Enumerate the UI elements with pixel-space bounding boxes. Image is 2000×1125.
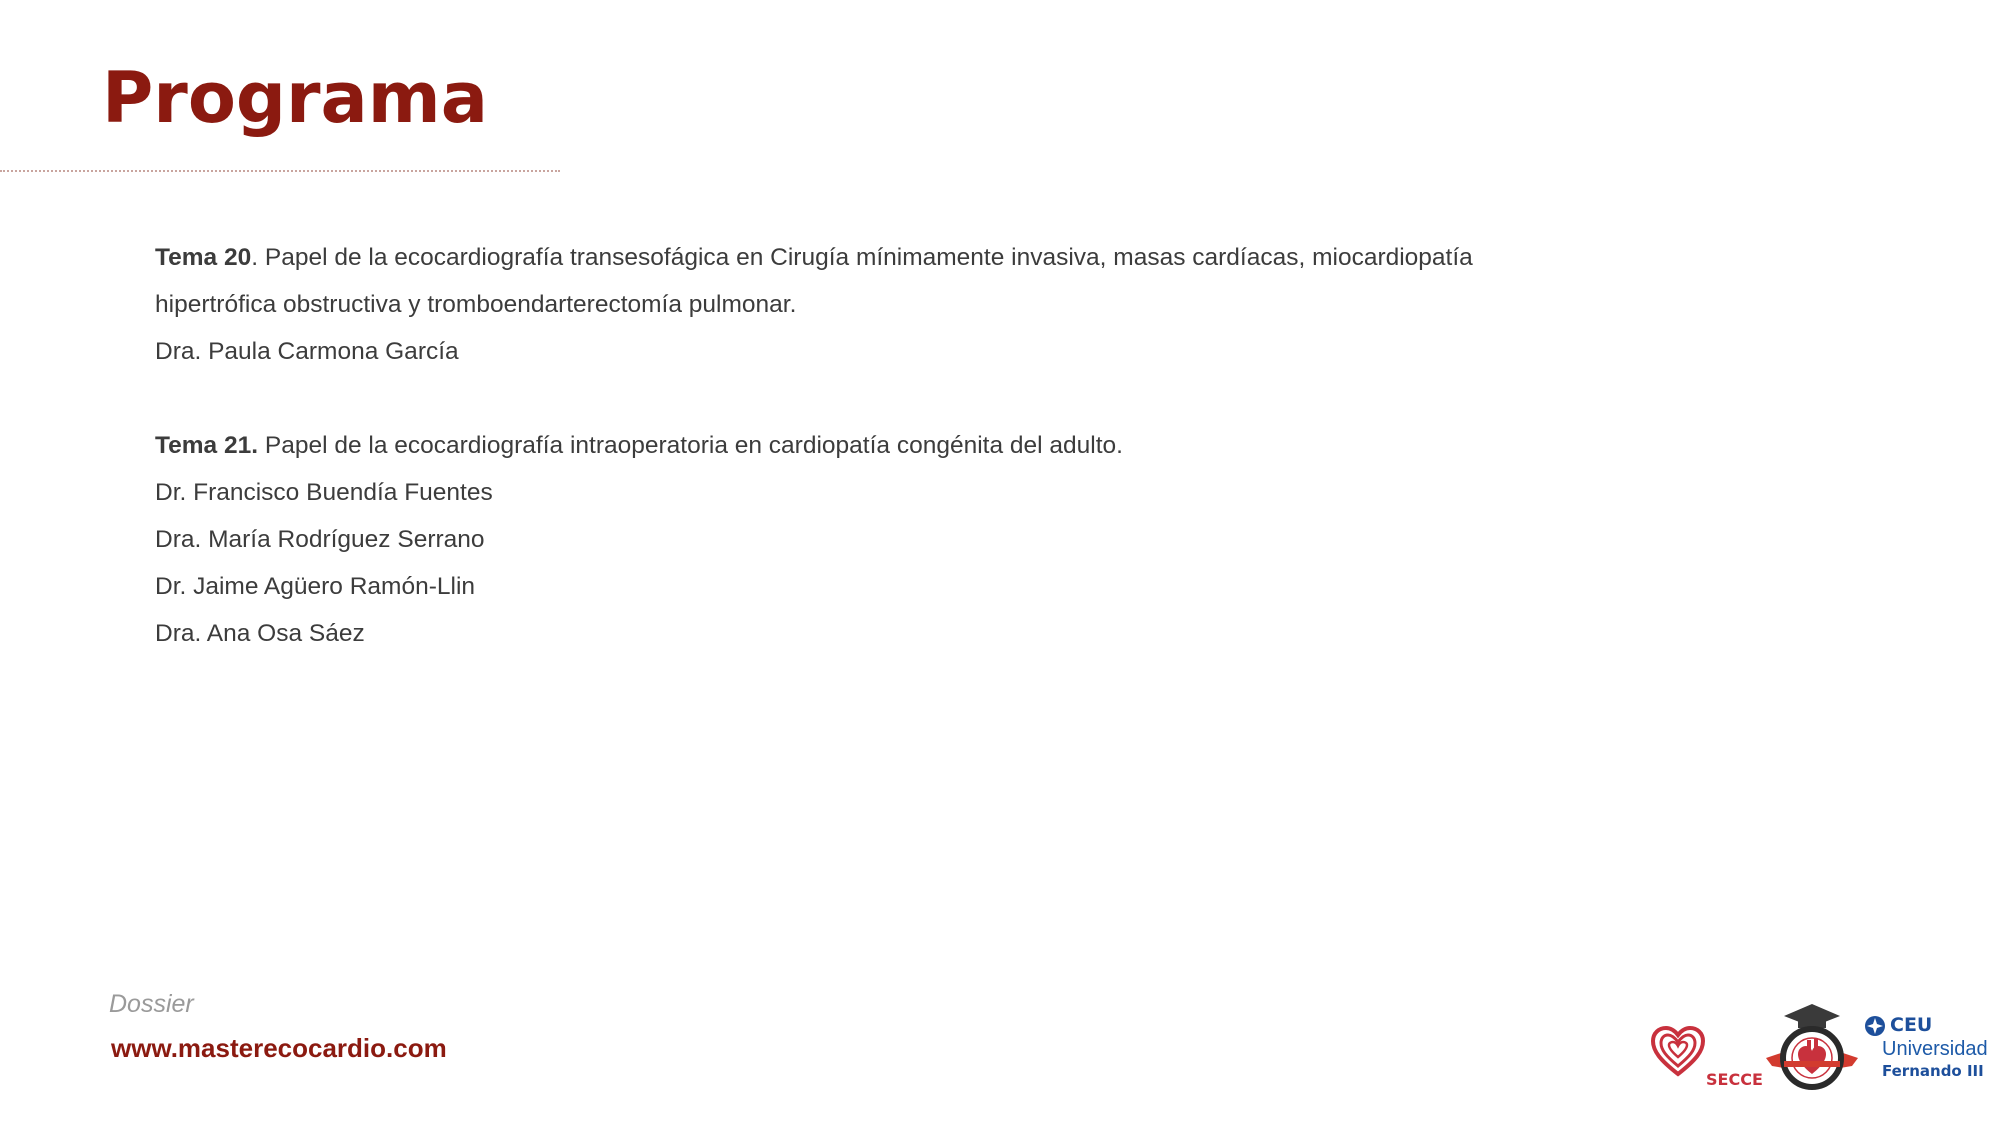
graduation-heart-badge-icon (1762, 1000, 1862, 1090)
tema-21-speaker: Dr. Jaime Agüero Ramón-Llin (155, 573, 476, 600)
footer-dossier-label: Dossier (109, 990, 194, 1018)
ceu-cross-icon (1864, 1015, 1886, 1037)
spacer (155, 375, 1805, 422)
partner-logos (1650, 1000, 2000, 1090)
tema-21-speaker: Dra. María Rodríguez Serrano (155, 526, 485, 553)
tema-21-speaker: Dra. Ana Osa Sáez (155, 620, 365, 647)
tema-21-text-1: Papel de la ecocardiografía intraoperatoria en cardiopatía congénita del adulto. (258, 432, 1123, 459)
tema-20-speaker: Dra. Paula Carmona García (155, 338, 459, 365)
ceu-universidad-logo (1860, 1014, 2000, 1084)
campus-cardiovascular-logo (1762, 1000, 1862, 1090)
tema-20-label: Tema 20 (155, 244, 252, 271)
program-content (155, 234, 1805, 657)
tema-21-speaker: Dr. Francisco Buendía Fuentes (155, 479, 493, 506)
tema-20-line-1 (155, 234, 1805, 281)
heart-icon (1650, 1026, 1706, 1078)
footer-website-link[interactable]: www.masterecocardio.com (111, 1033, 447, 1063)
ceu-universidad-text: Universidad (1882, 1038, 1988, 1060)
tema-20-line-2: hipertrófica obstructiva y tromboendarterectomía pulmonar. (155, 291, 797, 318)
ceu-fernando-text: Fernando III (1882, 1062, 1984, 1080)
page-title: Programa (102, 57, 488, 139)
secce-logo (1650, 1026, 1770, 1089)
ceu-wordmark: CEU (1890, 1014, 1933, 1036)
secce-wordmark: SECCE (1706, 1070, 1763, 1089)
tema-21-label: Tema 21. (155, 432, 259, 459)
tema-20-text-1: . Papel de la ecocardiografía transesofágica en Cirugía mínimamente invasiva, masas cardíacas, miocardiopatía (251, 244, 1473, 271)
title-divider (0, 170, 560, 172)
tema-21-line-1 (155, 422, 1805, 469)
